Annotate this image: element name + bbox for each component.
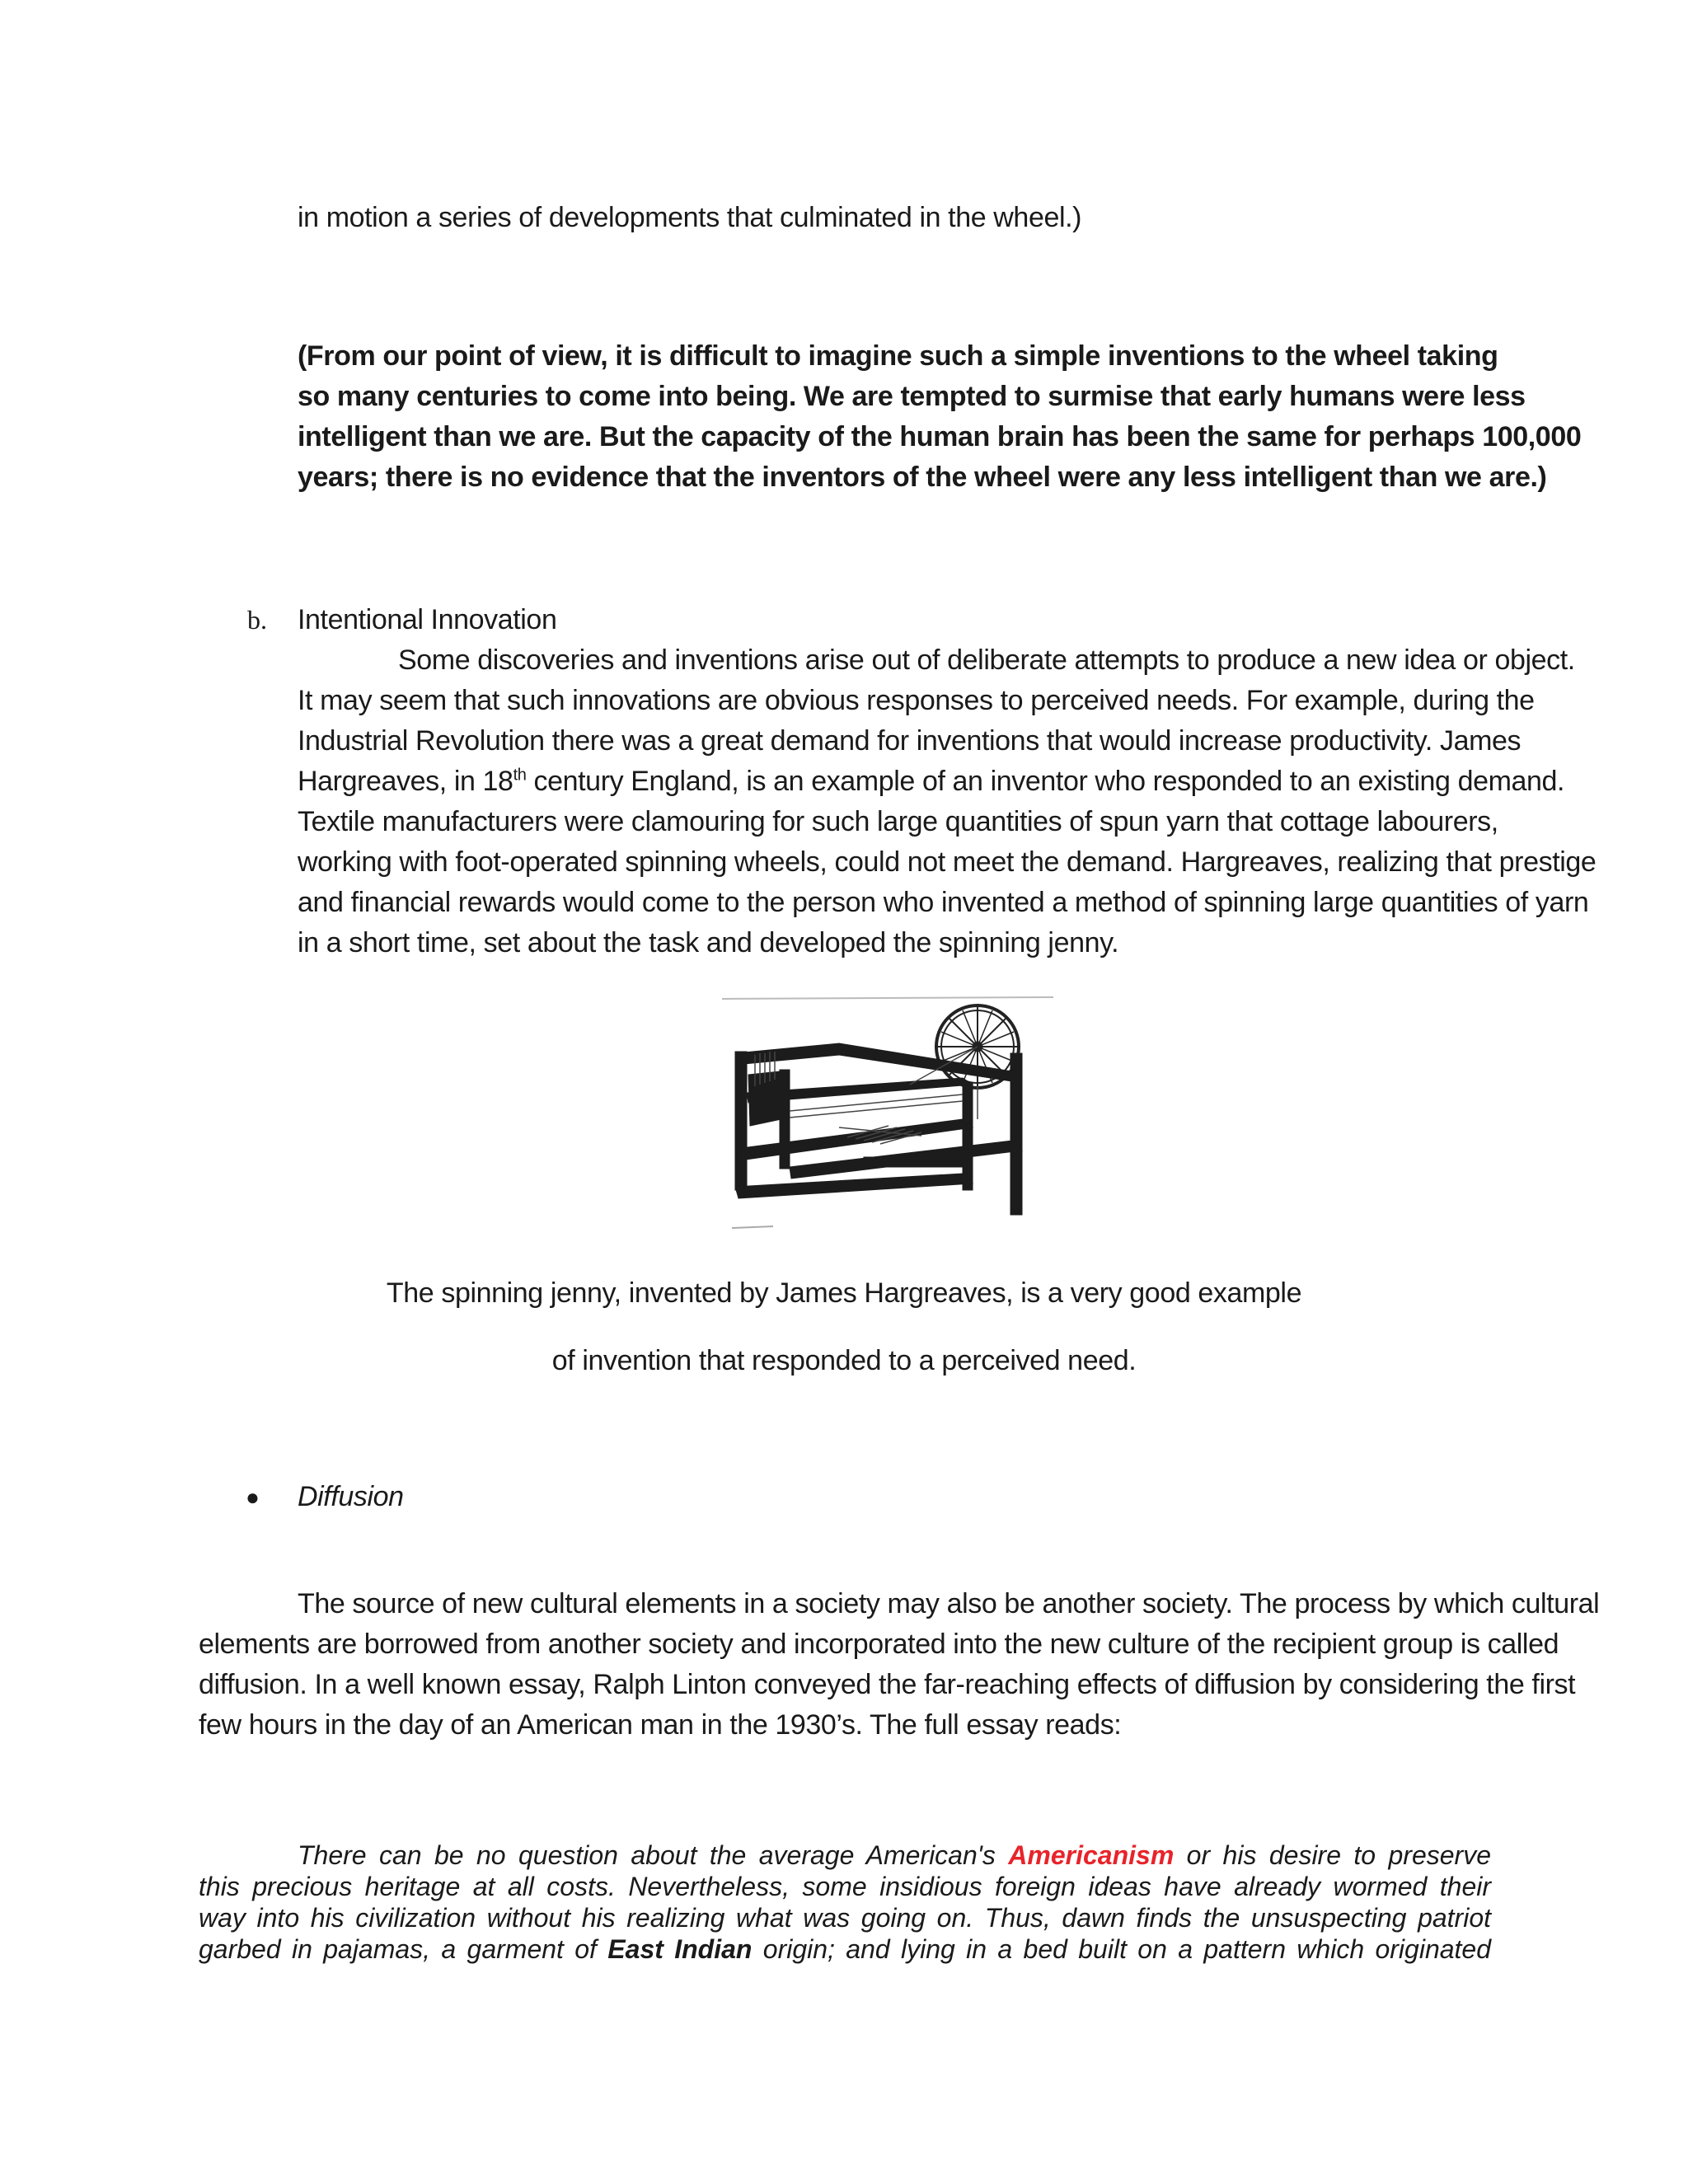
essay-line — [199, 1840, 1491, 1871]
text-run: origin; and lying in a bed built on a pattern which originated — [752, 1934, 1492, 1964]
paragraph-line: in a short time, set about the task and developed the spinning jenny. — [298, 927, 1119, 958]
wheel-quote-paragraph — [298, 336, 1582, 498]
paragraph-line: Textile manufacturers were clamouring for such large quantities of spun yarn that cottage labourers, — [298, 806, 1498, 837]
intro-paragraph — [298, 198, 1534, 238]
section-heading-intentional-innovation: Intentional Innovation — [298, 604, 557, 635]
diffusion-paragraph — [199, 1584, 1600, 1746]
paragraph-line: few hours in the day of an American man in the 1930’s. The full essay reads: — [199, 1709, 1122, 1741]
quote-line: intelligent than we are. But the capacity of the human brain has been the same for perhaps 100,000 — [298, 421, 1582, 452]
paragraph-line: working with foot-operated spinning wheels, could not meet the demand. Hargreaves, realizing that prestige — [298, 846, 1597, 878]
figure-caption-line-2: of invention that responded to a perceived need. — [551, 1345, 1137, 1376]
linton-essay-excerpt — [199, 1840, 1491, 1965]
figure-caption-line-1: The spinning jenny, invented by James Hargreaves, is a very good example — [386, 1277, 1302, 1309]
spinning-jenny-illustration — [715, 996, 1062, 1235]
paragraph-line: It may seem that such innovations are obvious responses to perceived needs. For example, during the — [298, 685, 1535, 716]
essay-line — [199, 1933, 1491, 1965]
quote-line: years; there is no evidence that the inventors of the wheel were any less intelligent than we are.) — [298, 462, 1547, 493]
paragraph-line: and financial rewards would come to the person who invented a method of spinning large quantities of yarn — [298, 887, 1589, 918]
quote-line: (From our point of view, it is difficult to imagine such a simple inventions to the wheel taking — [298, 340, 1498, 372]
paragraph-line: diffusion. In a well known essay, Ralph Linton conveyed the far-reaching effects of diffusion by considering the first — [199, 1669, 1576, 1700]
superscript-th: th — [513, 766, 527, 785]
emphasis-east-indian: East Indian — [607, 1934, 753, 1964]
emphasis-americanism: Americanism — [1008, 1840, 1175, 1870]
text-run: century England, is an example of an inventor who responded to an existing demand. — [526, 766, 1565, 797]
essay-line: way into his civilization without his realizing what was going on. Thus, dawn finds the unsuspecting patriot — [199, 1903, 1491, 1933]
essay-line: this precious heritage at all costs. Nevertheless, some insidious foreign ideas have already wormed their — [199, 1872, 1491, 1901]
engraving-mark — [732, 1226, 773, 1228]
paragraph-line: Industrial Revolution there was a great demand for inventions that would increase productivity. James — [298, 725, 1522, 757]
intro-line: in motion a series of developments that culminated in the wheel.) — [298, 202, 1082, 233]
section-heading-diffusion: Diffusion — [298, 1481, 404, 1512]
text-run: or his desire to preserve — [1174, 1840, 1492, 1870]
engraving-edge — [722, 997, 1053, 999]
list-marker-b: b. — [247, 605, 267, 635]
text-run: Hargreaves, in 18 — [298, 766, 513, 797]
text-run: There can be no question about the average American's — [298, 1840, 1009, 1870]
paragraph-line: Some discoveries and inventions arise out of deliberate attempts to produce a new idea or object. — [398, 644, 1575, 676]
intentional-innovation-paragraph — [298, 640, 1597, 963]
paragraph-line: The source of new cultural elements in a society may also be another society. The process by which cultural — [298, 1588, 1600, 1619]
paragraph-line — [298, 762, 1565, 802]
text-run: garbed in pajamas, a garment of — [199, 1934, 608, 1964]
quote-line: so many centuries to come into being. We are tempted to surmise that early humans were less — [298, 381, 1526, 412]
paragraph-line: elements are borrowed from another society and incorporated into the new culture of the recipient group is called — [199, 1629, 1559, 1660]
bullet-marker: ● — [246, 1484, 260, 1510]
